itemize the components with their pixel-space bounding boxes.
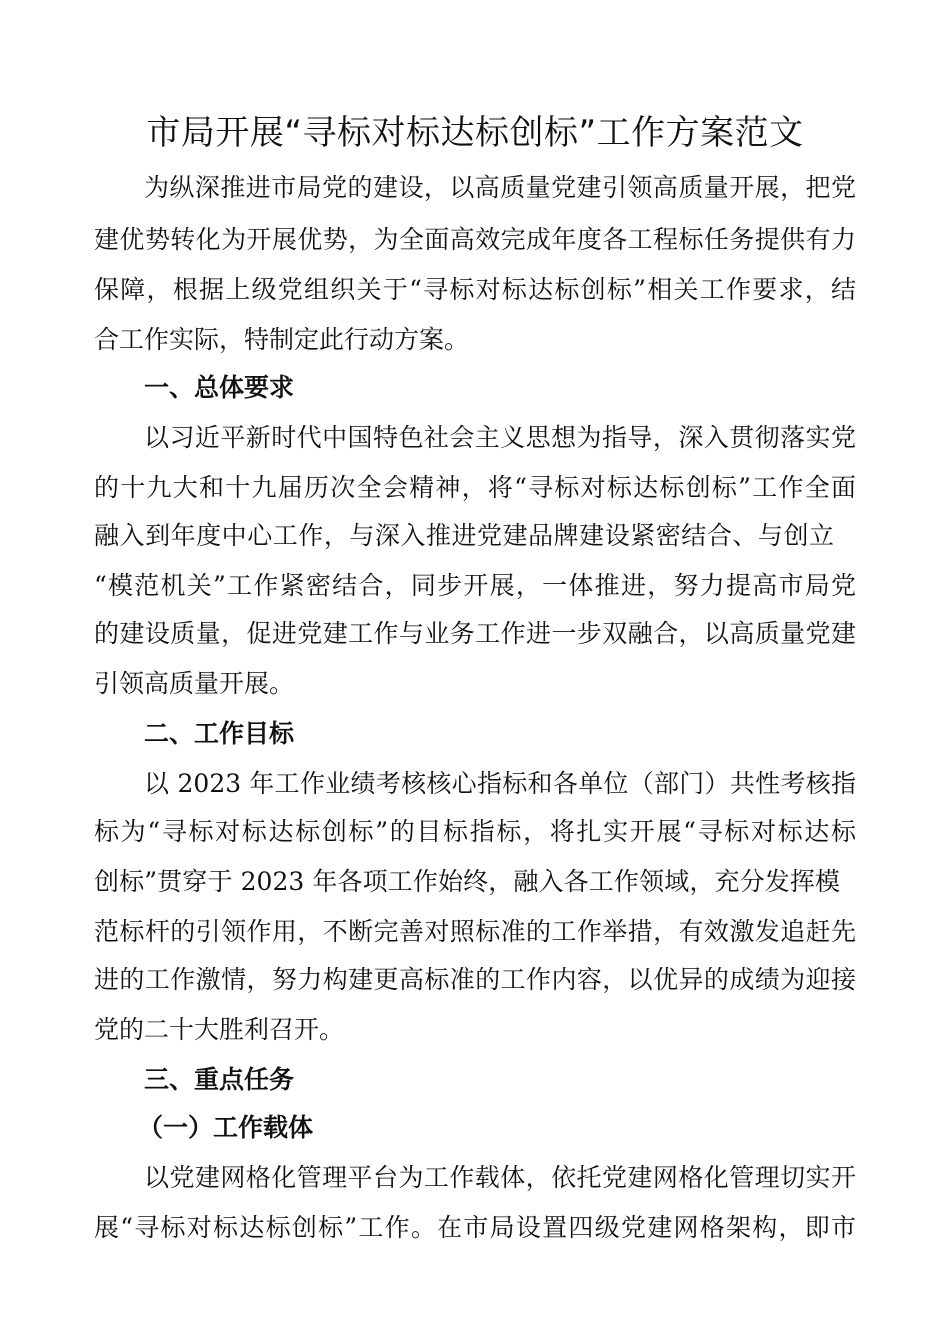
subsection-heading: （一）工作载体 <box>138 1113 314 1142</box>
paragraph-line: 的建设质量，促进党建工作与业务工作进一步双融合，以高质量党建 <box>94 619 856 648</box>
paragraph-line: 展“寻标对标达标创标”工作。在市局设置四级党建网格架构，即市 <box>94 1213 856 1242</box>
paragraph-line: 以习近平新时代中国特色社会主义思想为指导，深入贯彻落实党 <box>144 423 856 452</box>
paragraph-line: 标为“寻标对标达标创标”的目标指标，将扎实开展“寻标对标达标 <box>94 817 856 846</box>
intro-line: 建优势转化为开展优势，为全面高效完成年度各工程标任务提供有力 <box>94 225 856 254</box>
paragraph-line: 范标杆的引领作用，不断完善对照标准的工作举措，有效激发追赶先 <box>94 917 856 946</box>
section-heading: 三、重点任务 <box>144 1065 295 1094</box>
paragraph-line: 融入到年度中心工作，与深入推进党建品牌建设紧密结合、与创立 <box>94 521 834 550</box>
intro-line: 合工作实际，特制定此行动方案。 <box>94 325 470 354</box>
paragraph-line: 进的工作激情，努力构建更高标准的工作内容，以优异的成绩为迎接 <box>94 965 856 994</box>
intro-line: 保障，根据上级党组织关于“寻标对标达标创标”相关工作要求，结 <box>94 275 856 304</box>
section-heading: 一、总体要求 <box>144 373 295 402</box>
paragraph-line: 的十九大和十九届历次全会精神，将“寻标对标达标创标”工作全面 <box>94 473 856 502</box>
paragraph-line: 引领高质量开展。 <box>94 669 295 698</box>
paragraph-line: 党的二十大胜利召开。 <box>94 1015 345 1044</box>
paragraph-line: 以党建网格化管理平台为工作载体，依托党建网格化管理切实开 <box>144 1163 856 1192</box>
document-title: 市局开展“寻标对标达标创标”工作方案范文 <box>146 113 804 153</box>
paragraph-line: “模范机关”工作紧密结合，同步开展，一体推进，努力提高市局党 <box>94 571 856 600</box>
section-heading: 二、工作目标 <box>144 719 295 748</box>
paragraph-line: 创标”贯穿于 2023 年各项工作始终，融入各工作领域，充分发挥模 <box>94 867 840 896</box>
paragraph-line: 以 2023 年工作业绩考核核心指标和各单位（部门）共性考核指 <box>144 769 856 798</box>
intro-line: 为纵深推进市局党的建设，以高质量党建引领高质量开展，把党 <box>144 173 856 202</box>
